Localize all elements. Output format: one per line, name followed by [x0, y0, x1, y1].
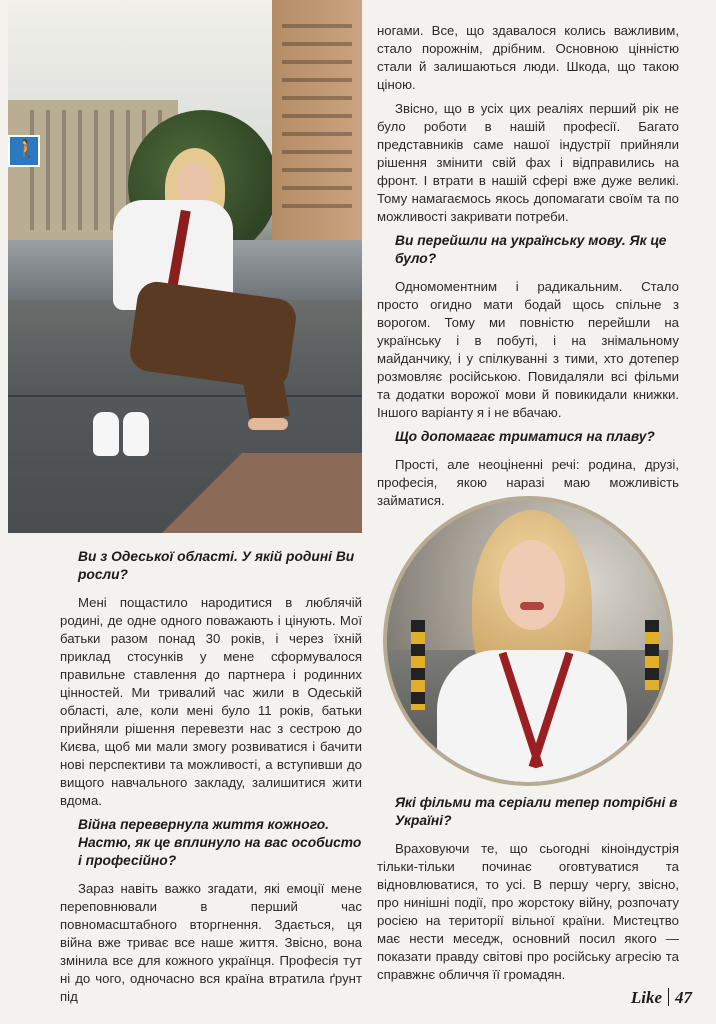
question-heading: Ви з Одеської області. У якій родині Ви росли?: [78, 549, 355, 582]
page-number: 47: [675, 988, 692, 1007]
page-footer: [631, 988, 692, 1008]
paragraph: Прості, але неоціненні речі: родина, друзі, професія, якою наразі маю можливість займатися.: [377, 457, 679, 508]
footer-separator: [668, 988, 669, 1006]
brand-logo: Like: [630, 988, 662, 1007]
question-heading: Війна перевернула життя кожного. Настю, як це вплинуло на вас особисто і професійно?: [78, 817, 362, 868]
paragraph: Зараз навіть важко згадати, які емоції мене переповнювали в перший час повномасштабного вторгнення. Здається, ця війна вже триває все наше життя. Звісно, вона змінила все для кожного українця. Професія тут ні до чого, одночасно вся країна втратила ґрунт під: [60, 881, 362, 1004]
paragraph: ногами. Все, що здавалося колись важливим, стало порожнім, дрібним. Основною цінністю стали й залишаються люди. Шкода, що такою ціною.: [377, 23, 679, 92]
question-heading: Що допомагає триматися на плаву?: [395, 429, 655, 444]
question-heading: Які фільми та серіали тепер потрібні в Україні?: [395, 795, 678, 828]
photo-portrait-circle: [383, 496, 673, 786]
paragraph: Одномоментним і радикальним. Стало просто огидно мати бодай щось спільне з ворогом. Тому ми повністю перейшли на українську і в побуті, і на знімальному майданчику, і у спілкуванні з тими, хто дотепер розмовляє російською. Повидаляли всі фільми та додатки ворожої мови й повикидали книжки. Іншого варіанту я і не вбачаю.: [377, 279, 679, 420]
text-column-left-bottom: [60, 544, 362, 1012]
paragraph: Мені пощастило народитися в люблячій родині, де одне одного поважають і цінують. Мої батьки разом понад 30 років, і через їхній приклад стосунків у мене сформувалося правильне ставлення до партнера і родинних цінностей. Ми тривалий час жили в Одеській області, але, коли мені було 11 років, батьки прийняли рішення перевезти нас з сестрою до Києва, щоб ми мали змогу розвиватися і бачити нові перспективи та можливості, а вступивши до вищого навчального закладу, залишитися жити вдома.: [60, 595, 362, 808]
question-heading: Ви перейшли на українську мову. Як це було?: [395, 233, 667, 266]
photo-sneakers: [93, 412, 153, 462]
text-column-right-top: [377, 22, 679, 516]
pedestrian-sign-icon: [8, 135, 40, 167]
paragraph: Враховуючи те, що сьогодні кіноіндустрія тільки-тільки починає оговтуватися та відновлюватися, то усі. В першу чергу, звісно, про нинішні події, про жорстоку війну, розпочату росією на території вільної країни. Мистецтво має нести меседж, основний посил якого — показати правду світові про російську агресію та справжнє обличчя її громадян.: [377, 841, 679, 982]
photo-woman-sitting: [8, 0, 362, 533]
paragraph: Звісно, що в усіх цих реаліях перший рік не було роботи в нашій професії. Багато представників саме нашої індустрії прийняли рішення змінити свій фах і відправились на фронт. І втрати в нашій сфері вже дуже великі. Тому намагаємось якось допомагати своїм та по можливості закривати потреби.: [377, 101, 679, 224]
text-column-right-bottom: [377, 790, 679, 990]
